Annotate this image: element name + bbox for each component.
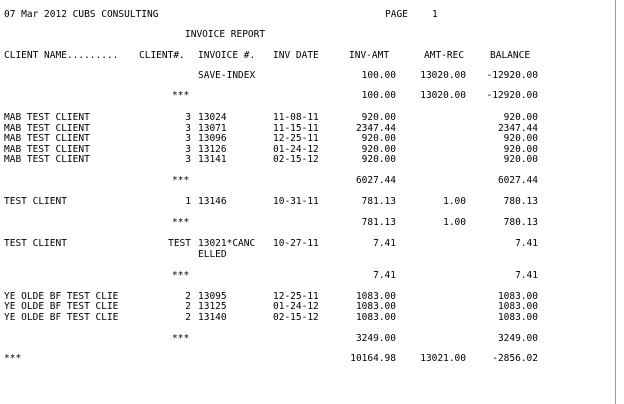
cell-inv-date: 02-15-12 — [273, 154, 319, 165]
cell-client-name: MAB TEST CLIENT — [4, 144, 90, 155]
subtotal-marker: *** — [172, 217, 190, 228]
cell-invoice-no: 13125 — [198, 301, 227, 312]
cell-inv-date: 01-24-12 — [273, 144, 319, 155]
cell-inv-date: 02-15-12 — [273, 312, 319, 323]
grand-total-marker: *** — [4, 353, 22, 364]
report-date-company: 07 Mar 2012 CUBS CONSULTING — [4, 9, 159, 20]
cell-inv-amt: 100.00 — [361, 70, 396, 81]
subtotal-amt-rec: 1.00 — [443, 217, 466, 228]
subtotal-marker: *** — [172, 270, 190, 281]
cell-invoice-no: 13141 — [198, 154, 227, 165]
cell-inv-date: 12-25-11 — [273, 133, 319, 144]
cell-client-no: 3 — [185, 123, 191, 134]
cell-inv-amt: 1083.00 — [355, 291, 396, 302]
cell-inv-date: 10-31-11 — [273, 196, 319, 207]
subtotal-marker: *** — [172, 333, 190, 344]
subtotal-balance: 3249.00 — [497, 333, 538, 344]
cell-invoice-no: SAVE-INDEX — [198, 70, 256, 81]
cell-client-no: 3 — [185, 133, 191, 144]
cell-client-name: TEST CLIENT — [4, 238, 67, 249]
grand-total-inv-amt: 10164.98 — [350, 353, 396, 364]
cell-balance: 1083.00 — [497, 291, 538, 302]
page-label: PAGE — [385, 9, 408, 20]
cell-client-name: YE OLDE BF TEST CLIE — [4, 301, 119, 312]
cell-inv-amt: 2347.44 — [355, 123, 396, 134]
cell-client-no: 2 — [185, 291, 191, 302]
subtotal-balance: 6027.44 — [497, 175, 538, 186]
column-header-amount-received: AMT-REC — [424, 50, 465, 61]
cell-invoice-no: 13126 — [198, 144, 227, 155]
cell-invoice-no: 13146 — [198, 196, 227, 207]
cell-balance: 920.00 — [503, 133, 538, 144]
cell-invoice-no: 13024 — [198, 112, 227, 123]
column-header-invoice-amount: INV-AMT — [349, 50, 390, 61]
cell-inv-date: 10-27-11 — [273, 238, 319, 249]
cell-balance: 2347.44 — [497, 123, 538, 134]
column-header-client-name: CLIENT NAME......... — [4, 50, 119, 61]
subtotal-inv-amt: 781.13 — [361, 217, 396, 228]
cell-inv-amt: 7.41 — [373, 238, 396, 249]
cell-inv-date: 11-08-11 — [273, 112, 319, 123]
cell-client-name: TEST CLIENT — [4, 196, 67, 207]
cell-client-name: YE OLDE BF TEST CLIE — [4, 312, 119, 323]
cell-inv-date: 12-25-11 — [273, 291, 319, 302]
column-header-invoice-number: INVOICE #. — [198, 50, 256, 61]
subtotal-inv-amt: 6027.44 — [355, 175, 396, 186]
cell-client-name: MAB TEST CLIENT — [4, 133, 90, 144]
cell-client-no: 2 — [185, 312, 191, 323]
cell-invoice-no: 13096 — [198, 133, 227, 144]
cell-inv-amt: 1083.00 — [355, 301, 396, 312]
cell-invoice-no: 13095 — [198, 291, 227, 302]
cell-client-name: MAB TEST CLIENT — [4, 112, 90, 123]
subtotal-inv-amt: 100.00 — [361, 90, 396, 101]
cell-inv-amt: 781.13 — [361, 196, 396, 207]
cell-client-name: MAB TEST CLIENT — [4, 154, 90, 165]
cell-balance: 7.41 — [515, 238, 538, 249]
subtotal-marker: *** — [172, 90, 190, 101]
subtotal-balance: 780.13 — [503, 217, 538, 228]
cell-balance: 1083.00 — [497, 301, 538, 312]
page-number: 1 — [432, 9, 438, 20]
subtotal-amt-rec: 13020.00 — [420, 90, 466, 101]
cell-client-no: TEST — [168, 238, 191, 249]
cell-invoice-no: 13140 — [198, 312, 227, 323]
cell-client-name: MAB TEST CLIENT — [4, 123, 90, 134]
subtotal-balance: 7.41 — [515, 270, 538, 281]
cell-client-no: 3 — [185, 144, 191, 155]
cell-balance: 920.00 — [503, 154, 538, 165]
cell-inv-date: 11-15-11 — [273, 123, 319, 134]
cell-invoice-no: 13071 — [198, 123, 227, 134]
subtotal-inv-amt: 3249.00 — [355, 333, 396, 344]
page-edge-divider — [615, 0, 616, 404]
cell-amt-rec: 13020.00 — [420, 70, 466, 81]
cell-amt-rec: 1.00 — [443, 196, 466, 207]
cell-inv-amt: 920.00 — [361, 112, 396, 123]
cell-client-name: YE OLDE BF TEST CLIE — [4, 291, 119, 302]
report-title: INVOICE REPORT — [185, 29, 266, 40]
cell-client-no: 3 — [185, 154, 191, 165]
cell-inv-amt: 1083.00 — [355, 312, 396, 323]
column-header-balance: BALANCE — [490, 50, 531, 61]
cell-invoice-no: 13021*CANC — [198, 238, 256, 249]
column-header-invoice-date: INV DATE — [273, 50, 319, 61]
cell-inv-amt: 920.00 — [361, 144, 396, 155]
cell-balance: -12920.00 — [486, 70, 538, 81]
cell-inv-date: 01-24-12 — [273, 301, 319, 312]
cell-invoice-no-continued: ELLED — [198, 249, 227, 260]
cell-client-no: 1 — [185, 196, 191, 207]
column-header-client-number: CLIENT#. — [139, 50, 185, 61]
cell-balance: 920.00 — [503, 112, 538, 123]
cell-inv-amt: 920.00 — [361, 133, 396, 144]
cell-balance: 920.00 — [503, 144, 538, 155]
subtotal-inv-amt: 7.41 — [373, 270, 396, 281]
cell-inv-amt: 920.00 — [361, 154, 396, 165]
grand-total-balance: -2856.02 — [492, 353, 538, 364]
cell-balance: 780.13 — [503, 196, 538, 207]
cell-balance: 1083.00 — [497, 312, 538, 323]
subtotal-balance: -12920.00 — [486, 90, 538, 101]
grand-total-amt-rec: 13021.00 — [420, 353, 466, 364]
cell-client-no: 3 — [185, 112, 191, 123]
cell-client-no: 2 — [185, 301, 191, 312]
subtotal-marker: *** — [172, 175, 190, 186]
